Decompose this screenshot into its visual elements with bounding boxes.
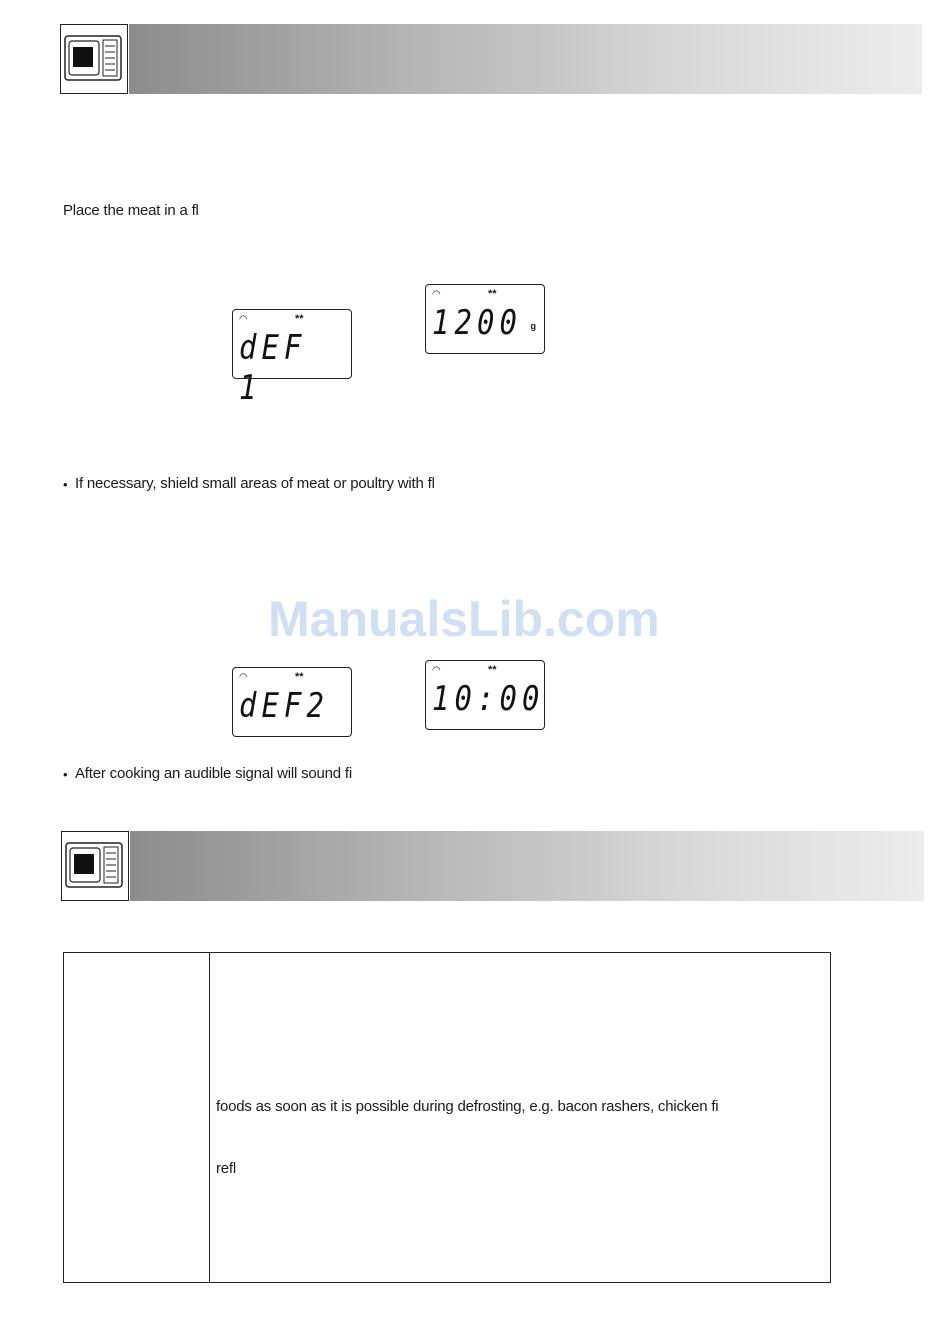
watermark-logo: ManualsLib.com [268,591,660,647]
section-header-band [129,24,922,94]
display-digits: 1200 [432,303,523,343]
lcd-display [232,667,352,737]
microwave-icon [61,831,129,901]
lcd-display [425,284,545,354]
table-cell-text: refl [216,1160,237,1177]
display-digits: dEF2 [239,686,330,726]
tips-table [63,952,831,1283]
wave-icon: ◠ [432,665,441,676]
power-stars: ** [488,288,497,300]
table-column-divider [209,953,210,1282]
table-cell-text: foods as soon as it is possible during defrosting, e.g. bacon rashers, chicken fi [216,1098,719,1115]
bullet-text: If necessary, shield small areas of meat or poultry with fl [75,475,435,492]
bullet-marker: • [63,477,68,492]
wave-icon: ◠ [239,314,248,325]
power-stars: ** [488,664,497,676]
display-digits: dEF 1 [239,328,307,408]
lcd-display [425,660,545,730]
microwave-icon [60,24,128,94]
bullet-text: After cooking an audible signal will sound fi [75,765,353,782]
power-stars: ** [295,313,304,325]
wave-icon: ◠ [239,672,248,683]
wave-icon: ◠ [432,289,441,300]
lcd-display [232,309,352,408]
intro-text: Place the meat in a fl [63,202,199,219]
section-header-band [130,831,924,901]
bullet-marker: • [63,767,68,782]
power-stars: ** [295,671,304,683]
weight-unit: g [530,321,536,331]
display-digits: 10:00 [432,679,545,719]
